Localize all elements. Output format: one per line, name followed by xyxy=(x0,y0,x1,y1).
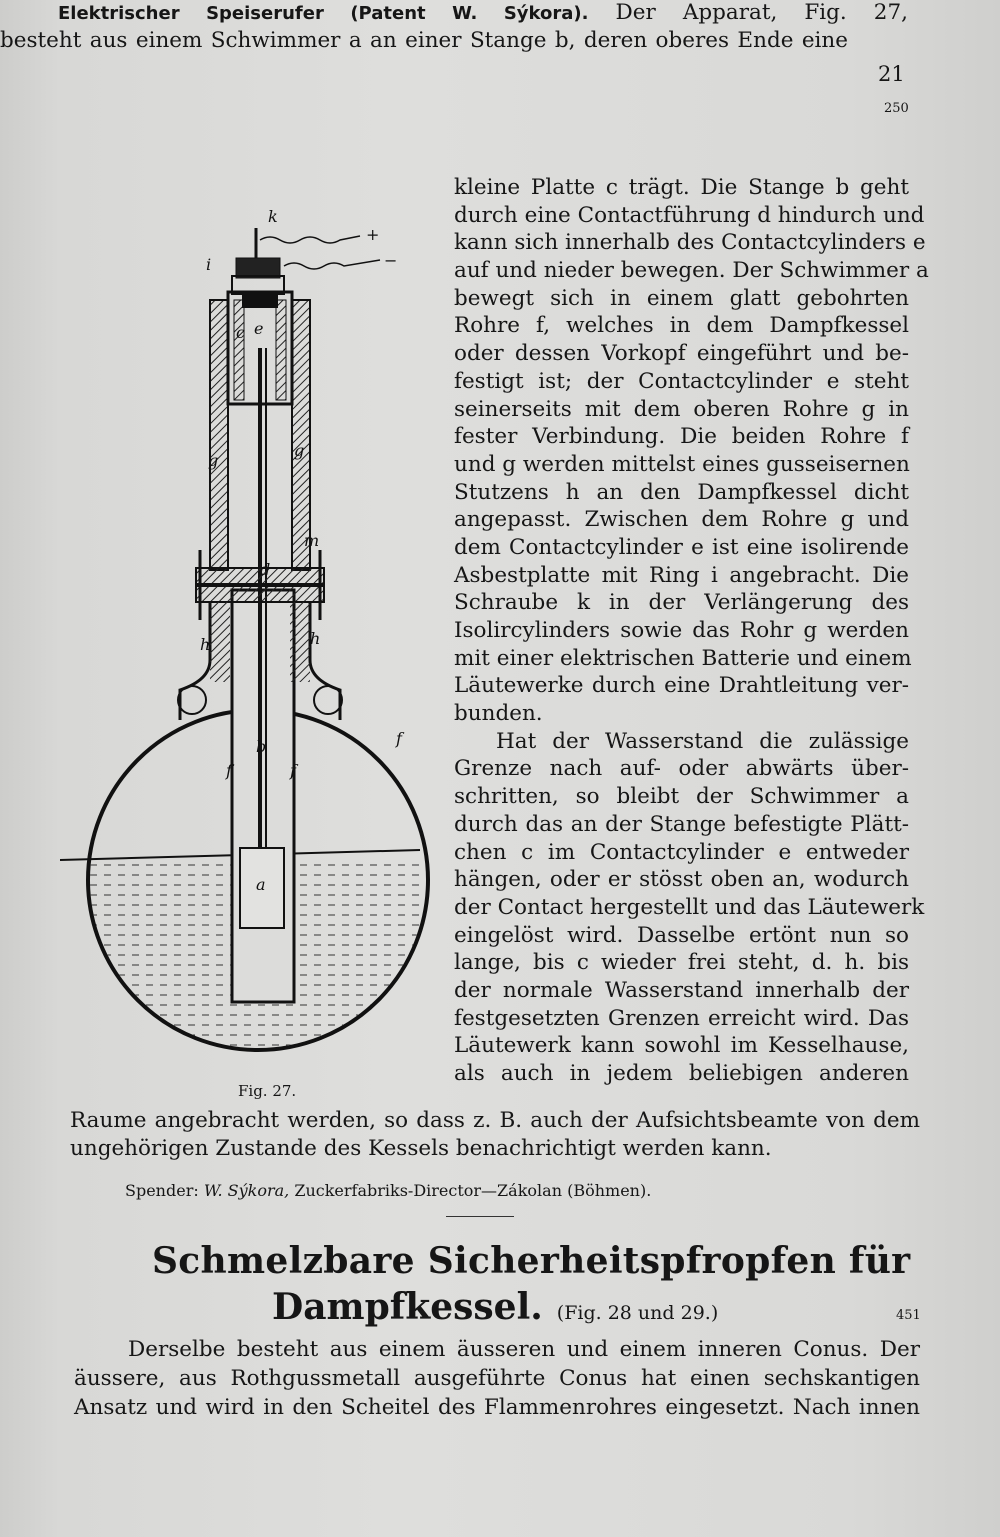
text-line: durch eine Contactführung d hindurch und xyxy=(454,202,925,228)
wire-plus xyxy=(260,236,360,243)
section-2-heading-line-1: Schmelzbare Sicherheitspfropfen für xyxy=(152,1240,911,1282)
text-line: Raume angebracht werden, so dass z. B. auch der Aufsichtsbeamte von dem xyxy=(70,1108,920,1133)
section-2-heading-line-2 xyxy=(272,1286,718,1328)
label-h-right: h xyxy=(310,629,321,648)
label-m: m xyxy=(304,531,320,550)
text-line: und g werden mittelst eines gusseisernen xyxy=(454,451,910,477)
figure-27-diagram xyxy=(60,200,460,1080)
margin-reference-number: 451 xyxy=(896,1308,921,1323)
spender-details: Zuckerfabriks-Director—Zákolan (Böhmen). xyxy=(294,1181,652,1200)
text-line: angepasst. Zwischen dem Rohre g und xyxy=(454,507,909,533)
spender-label: Spender: xyxy=(125,1181,199,1200)
text-line: kleine Platte c trägt. Die Stange b geht xyxy=(454,175,909,200)
text-line: bunden. xyxy=(454,701,543,727)
label-k: k xyxy=(268,207,278,226)
wire-minus xyxy=(284,260,380,269)
label-f-right: f xyxy=(290,761,296,780)
text-line: Derselbe besteht aus einem äusseren und einem inneren Conus. Der xyxy=(128,1337,920,1362)
section-divider xyxy=(446,1216,514,1217)
text-line: Ansatz und wird in den Scheitel des Flammenrohres eingesetzt. Nach innen xyxy=(74,1395,920,1420)
text-line: Hat der Wasserstand die zulässige xyxy=(496,728,909,754)
label-d: d xyxy=(260,560,271,579)
label-b: b xyxy=(256,737,267,756)
label-minus: − xyxy=(384,251,398,270)
text-line: Asbestplatte mit Ring i angebracht. Die xyxy=(454,562,909,588)
text-line: als auch in jedem beliebigen anderen xyxy=(454,1061,909,1086)
text-line: schritten, so bleibt der Schwimmer a xyxy=(454,784,909,810)
figure-caption: Fig. 27. xyxy=(238,1082,297,1100)
text-line: oder dessen Vorkopf eingeführt und be- xyxy=(454,341,909,367)
text-line: kann sich innerhalb des Contactcylinders e xyxy=(454,230,926,256)
insulator-cap xyxy=(242,294,278,308)
text-line: seinerseits mit dem oberen Rohre g in xyxy=(454,396,909,422)
tube-g-left-wall xyxy=(210,300,228,570)
text-line: Grenze nach auf- oder abwärts über- xyxy=(454,756,909,782)
spender-line xyxy=(125,1181,651,1200)
label-c: c xyxy=(236,323,245,342)
label-f-outer: f xyxy=(396,729,402,748)
text-line: der normale Wasserstand innerhalb der xyxy=(454,977,909,1003)
section-heading: Elektrischer Speiserufer (Patent W. Sýkora). xyxy=(58,3,589,24)
label-g-left: g xyxy=(208,451,219,470)
label-h-left: h xyxy=(200,635,211,654)
margin-reference-number: 250 xyxy=(884,101,909,116)
flange-lower xyxy=(196,586,324,602)
text-line: Läutewerk kann sowohl im Kesselhause, xyxy=(454,1033,909,1059)
section-2-heading-word: Dampfkessel. xyxy=(272,1286,543,1328)
text-line: bewegt sich in einem glatt gebohrten xyxy=(454,285,909,311)
intro-text: Der Apparat, Fig. 27, xyxy=(615,0,908,25)
spender-name: W. Sýkora, xyxy=(203,1181,290,1200)
label-plus: + xyxy=(366,225,380,244)
section-2-figure-reference: (Fig. 28 und 29.) xyxy=(556,1302,719,1324)
label-g-right: g xyxy=(294,441,305,460)
tube-g-right-wall xyxy=(292,300,310,570)
intro-line-1 xyxy=(58,0,908,27)
text-line: hängen, oder er stösst oben an, wodurch xyxy=(454,867,909,893)
text-line: dem Contactcylinder e ist eine isolirende xyxy=(454,534,909,560)
text-line: durch das an der Stange befestigte Plätt- xyxy=(454,811,909,837)
text-line: Schraube k in der Verlängerung des xyxy=(454,590,909,616)
intro-line-2: besteht aus einem Schwimmer a an einer Stange b, deren oberes Ende eine xyxy=(0,28,848,53)
section-2-paragraph xyxy=(74,1335,920,1422)
tube-f xyxy=(232,590,294,1002)
label-e: e xyxy=(254,319,264,338)
text-line: ungehörigen Zustande des Kessels benachrichtigt werden kann. xyxy=(70,1136,772,1161)
text-line: lange, bis c wieder frei steht, d. h. bis xyxy=(454,950,909,976)
text-line: fester Verbindung. Die beiden Rohre f xyxy=(454,424,909,450)
text-line: Rohre f, welches in dem Dampfkessel xyxy=(454,313,909,339)
text-line: festgesetzten Grenzen erreicht wird. Das xyxy=(454,1005,909,1031)
text-line: auf und nieder bewegen. Der Schwimmer a xyxy=(454,258,929,284)
text-line: der Contact hergestellt und das Läutewerk xyxy=(454,894,925,920)
text-line: Stutzens h an den Dampfkessel dicht xyxy=(454,479,909,505)
right-column-text xyxy=(454,174,929,1088)
text-line: chen c im Contactcylinder e entweder xyxy=(454,839,909,865)
label-f-left: f xyxy=(226,761,232,780)
text-line: äussere, aus Rothgussmetall ausgeführte Conus hat einen sechskantigen xyxy=(74,1366,920,1391)
bottom-paragraph xyxy=(70,1107,920,1163)
label-a: a xyxy=(256,875,266,894)
text-line: mit einer elektrischen Batterie und einem xyxy=(454,645,912,671)
text-line: Läutewerke durch eine Drahtleitung ver- xyxy=(454,673,909,699)
text-line: Isolircylinders sowie das Rohr g werden xyxy=(454,618,909,643)
text-line: eingelöst wird. Dasselbe ertönt nun so xyxy=(454,922,909,948)
text-line: festigt ist; der Contactcylinder e steht xyxy=(454,368,909,394)
page-number: 21 xyxy=(878,62,905,86)
label-i: i xyxy=(206,255,212,274)
